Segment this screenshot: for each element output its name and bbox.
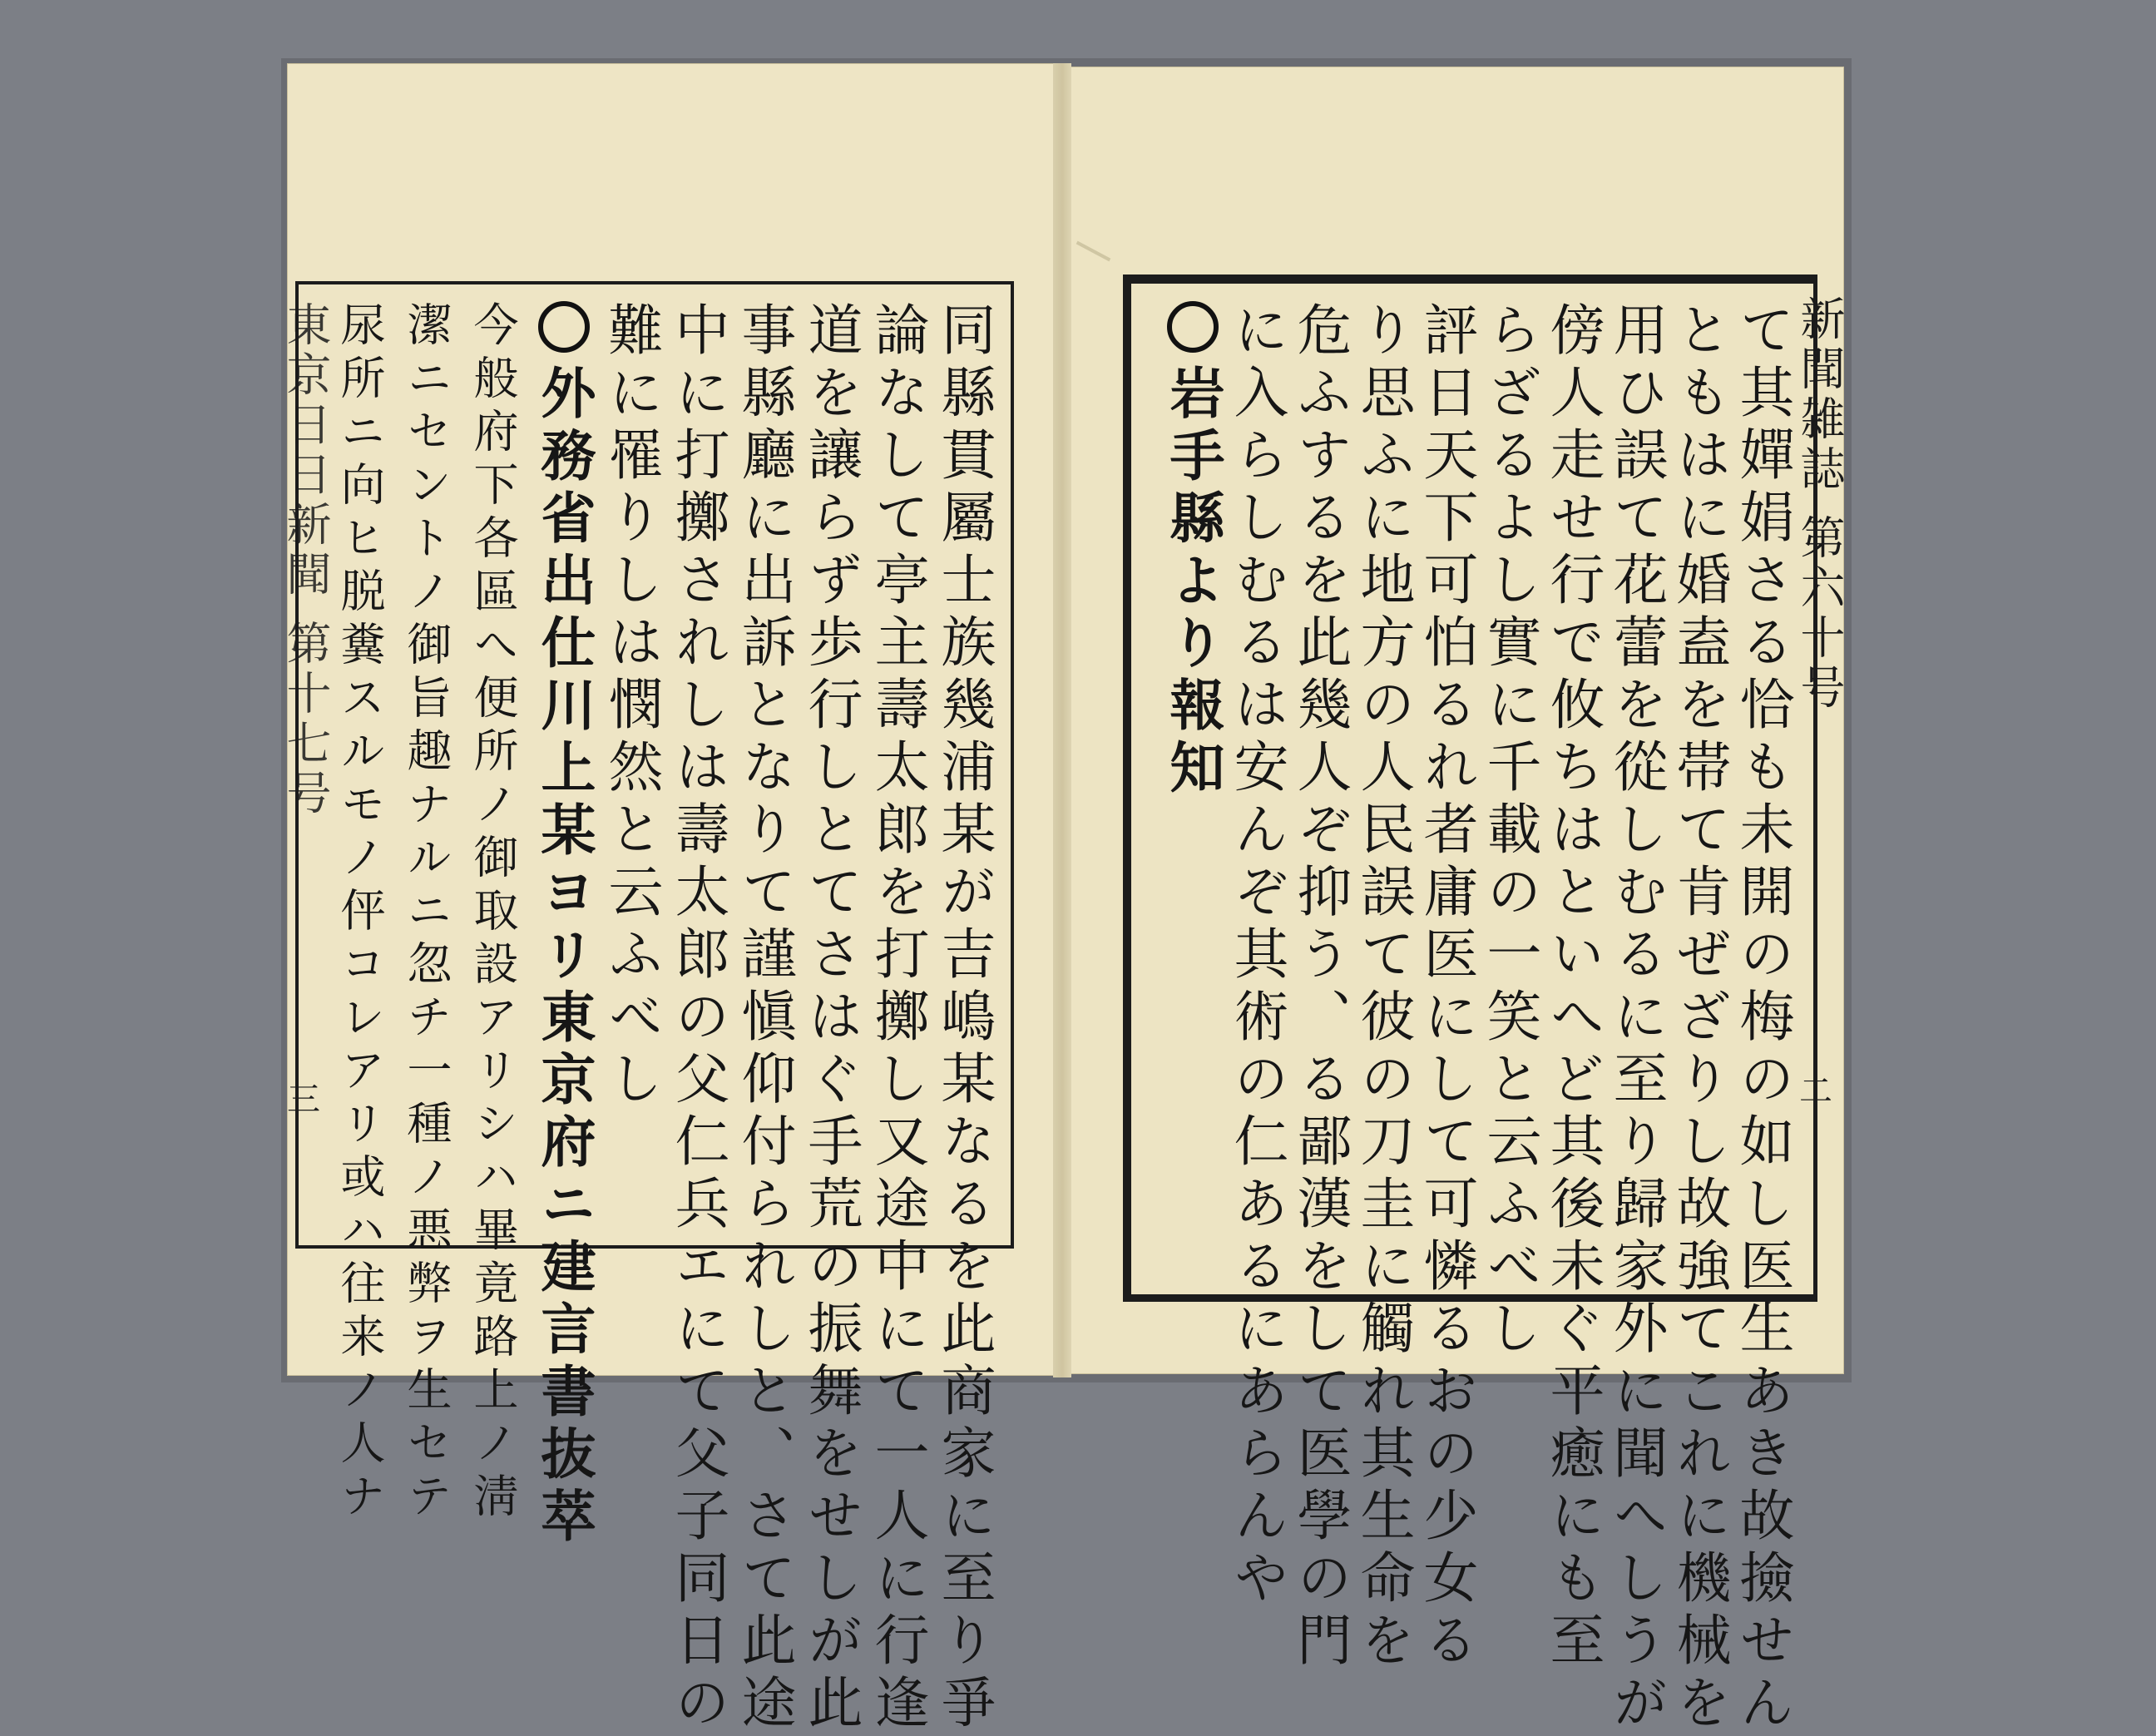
heading-text: 岩手縣より報知	[1160, 364, 1225, 801]
left-page-number: 三	[287, 1081, 320, 1119]
text-column: 難に罹りしは憫然と云ふべし	[599, 301, 663, 1112]
text-column: に入らしむるは安んぞ其術の仁あるにあらんや	[1224, 301, 1288, 1611]
right-page-number: 二	[1799, 1072, 1832, 1110]
heading-circle-mark	[538, 301, 590, 353]
text-column: ともはに婚盍を帯て肯ぜざりし故強てこれに機械を	[1667, 301, 1731, 1736]
text-column: り思ふに地方の人民誤て彼の刀圭に觸れ其生命を	[1351, 301, 1415, 1674]
text-column: 用ひ誤て花蕾を從しむるに至り歸家外に聞へしうが	[1604, 301, 1668, 1736]
text-column: 道を讓らず歩行しとてさはぐ手荒の振舞をせしが此	[799, 301, 863, 1736]
text-column: 論なして亭主壽太郎を打擲し又途中にて一人に行逢	[865, 301, 929, 1736]
text-column: 評日天下可怕るれ者庸医にして可憐るおの少女る	[1414, 301, 1478, 1674]
article-heading	[532, 301, 596, 1550]
book-spine	[1053, 63, 1071, 1377]
article-heading	[1160, 301, 1225, 801]
text-column: て其嬋娟さる恰も未開の梅の如し医生あき故撿せん	[1730, 301, 1794, 1736]
text-column: 同縣貫屬士族幾浦某が吉嶋某なるを此商家に至り爭	[932, 301, 996, 1736]
text-column: 危ふするを此幾人ぞ抑う、る鄙漢をして医學の門	[1288, 301, 1352, 1674]
text-column: 事縣廳に出訴となりて謹愼仰付られしと、さて此途	[732, 301, 796, 1736]
right-margin-title: 新聞雑誌 第六十号	[1793, 295, 1846, 715]
heading-text: 外務省出仕川上某ヨリ東京府ニ建言書抜萃	[532, 364, 596, 1550]
text-column: 潔ニセントノ御旨趣ナルニ忽チ一種ノ悪弊ヲ生セテ	[400, 301, 452, 1526]
text-column: 尿所ニ向ヒ脱糞スルモノ伻コレアリ或ハ往来ノ人ナ	[334, 301, 386, 1526]
text-column: らざるよし實に千載の一笑と云ふべし	[1477, 301, 1541, 1362]
left-margin-title: 東京日日新聞 第十七号	[279, 301, 332, 820]
text-column: 今般府下各區へ便所ノ御取設アリシハ畢竟路上ノ淸	[467, 301, 519, 1526]
text-column: 中に打擲されしは壽太郎の父仁兵エにて父子同日の	[665, 301, 729, 1736]
text-column: 傍人走せ行で攸ちはといへど其後未ぐ平癒にも至	[1540, 301, 1605, 1674]
heading-circle-mark	[1167, 301, 1219, 353]
